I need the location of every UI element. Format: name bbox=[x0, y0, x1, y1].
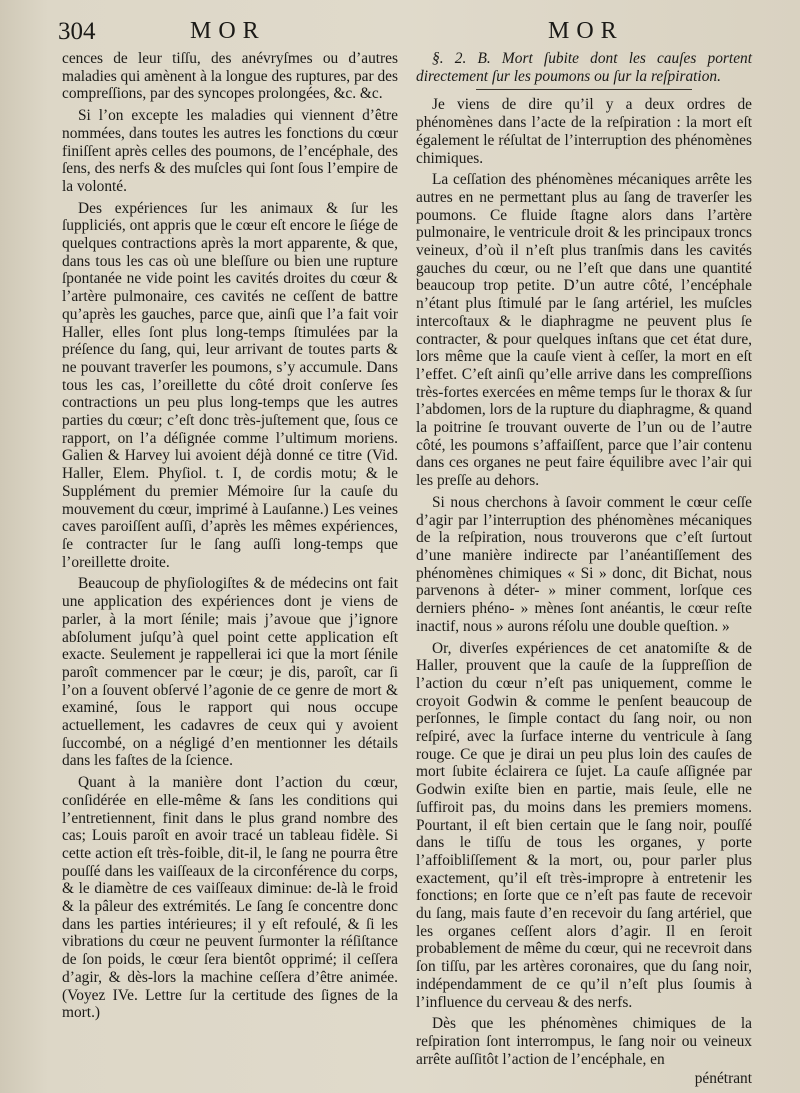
paragraph: Or, diverſes expériences de cet anatomiſte & de Haller, prouvent que la cauſe de la ſuppreſſion de l’action du cœur n’eſt pas uniquement, comme le croyoit Godwin & comme le penſent beaucoup de perſonnes, le ſimple contact du ſang noir, ou non reſpiré, avec la ſurface interne du ventricule à ſang rouge. Ce que je dirai un peu plus loin des cauſes de mort ſubite éclairera ce ſujet. La cauſe aſſignée par Godwin exiſte bien en partie, mais ſeule, elle ne ſuffiroit pas, du moins dans les premiers momens. Pourtant, il eſt bien certain que le ſang noir, pouſſé dans le tiſſu de tous les organes, y porte l’affoibliſſement & la mort, ou, pour parler plus exactement, qu’il eſt très-impropre à entretenir les fonctions; en ſorte que ce n’eſt pas faute de recevoir du ſang, mais faute d’en recevoir du ſang artériel, que les organes ceſſent alors d’agir. Il en ſeroit probablement de même du cœur, qui ne recevroit dans ſon tiſſu, par les artères coronaires, que du ſang noir, indépendamment de ce qu’il n’eſt plus ſoumis à l’influence du cerveau & des nerfs. bbox=[416, 639, 752, 1011]
paragraph: Si nous cherchons à ſavoir comment le cœur ceſſe d’agir par l’interruption des phénomènes mécaniques de la reſpiration, nous trouverons que c’eſt ſurtout d’une manière indirecte par l’anéantiſſement des phénomènes chimiques « Si » donc, dit Bichat, nous parvenons à déter- » miner comment, lorſque ces derniers phéno- » mènes ſont anéantis, le cœur reſte inactif, nous » aurons réſolu une double queſtion. » bbox=[416, 493, 752, 635]
left-running-head: MOR bbox=[190, 18, 266, 44]
running-header bbox=[0, 18, 800, 52]
catchword: pénétrant bbox=[694, 1070, 752, 1088]
paragraph: Quant à la manière dont l’action du cœur, conſidérée en elle-même & ſans les conditions qui l’entretiennent, finit dans le plus grand nombre des cas; Louis paroît en avoir tracé un tableau fidèle. Si cette action eſt très-foible, dit-il, le ſang ne pourra être pouſſé dans les vaiſſeaux de la circonférence du corps, & le diamètre de ces vaiſſeaux diminue: de-là le froid & la pâleur des extrémités. Le ſang ſe concentre donc dans les parties intérieures; il y eſt refoulé, & ſi les vibrations du cœur ne peuvent ſurmonter la réſiſtance de ſon poids, le cœur ſera bientôt opprimé; il ceſſera d’agir, & dès-lors la machine ceſſera d’être animée. (Voyez IVe. Lettre ſur la certitude des ſignes de la mort.) bbox=[62, 774, 398, 1022]
paragraph: Beaucoup de phyſiologiſtes & de médecins ont fait une application des expériences dont je viens de parler, à la mort ſénile; mais j’avoue que j’ignore abſolument juſqu’à quel point cette application eſt exacte. Seulement je rappellerai ici que la mort ſénile paroît commencer par le cœur; je dis, paroît, car ſi l’on a ſouvent obſervé l’agonie de ce genre de mort & examiné, ſous le rapport qui nous occupe actuellement, les cadavres de ceux qui y avoient ſuccombé, on a négligé d’en mentionner les détails dans les faſtes de la ſcience. bbox=[62, 575, 398, 770]
paragraph: Je viens de dire qu’il y a deux ordres de phénomènes dans l’acte de la reſpiration : la mort eſt également le réſultat de l’interruption des phénomènes chimiques. bbox=[416, 96, 752, 167]
left-column bbox=[62, 50, 398, 1022]
page-number: 304 bbox=[58, 18, 96, 45]
section-divider bbox=[476, 89, 692, 90]
right-running-head: MOR bbox=[548, 18, 624, 44]
right-column bbox=[416, 50, 752, 1088]
paragraph: Si l’on excepte les maladies qui viennent d’être nommées, dans toutes les autres les fonctions du cœur finiſſent après celles des poumons, de l’encéphale, des ſens, des nerfs & des muſcles qui ſont ſous l’empire de la volonté. bbox=[62, 107, 398, 195]
section-title: §. 2. B. Mort ſubite dont les cauſes portent directement ſur les poumons ou ſur la reſpiration. bbox=[416, 50, 752, 85]
paragraph: cences de leur tiſſu, des anévryſmes ou d’autres maladies qui amènent à la longue des ruptures, par des compreſſions, par des syncopes prolongées, &c. &c. bbox=[62, 50, 398, 103]
paragraph: Dès que les phénomènes chimiques de la reſpiration ſont interrompus, le ſang noir ou veineux arrête auſſitôt l’action de l’encéphale, en bbox=[416, 1015, 752, 1068]
paragraph: La ceſſation des phénomènes mécaniques arrête les autres en ne permettant plus au ſang de traverſer les poumons. Ce fluide ſtagne alors dans l’artère pulmonaire, le ventricule droit & les principaux troncs veineux, d’où il n’eſt plus tranſmis dans les cavités gauches du cœur, ou ne l’eſt que dans une quantité beaucoup trop petite. D’un autre côté, l’encéphale n’étant plus ſtimulé par le ſang artériel, les muſcles intercoſtaux & le diaphragme ne peuvent plus ſe contracter, & pour quelques inſtans que cet état dure, lors même que la cauſe vient à ceſſer, la mort en eſt l’effet. C’eſt ainſi qu’elle arrive dans les compreſſions très-fortes exercées en même temps ſur le thorax & ſur l’abdomen, lors de la rupture du diaphragme, & quand la poitrine ſe trouvant ouverte de l’un ou de l’autre côté, les poumons s’affaiſſent, parce que l’air contenu dans ces organes ne peut faire équilibre avec l’air qui les preſſe au dehors. bbox=[416, 171, 752, 490]
paragraph: Des expériences ſur les animaux & ſur les ſuppliciés, ont appris que le cœur eſt encore le ſiége de quelques contractions après la mort apparente, & que, dans tous les cas où une bleſſure ou bien une rupture ſpontanée ne vide point les cavités droites du cœur & l’artère pulmonaire, ces cavités ne ceſſent de battre qu’après les gauches, parce que, ainſi que l’a fait voir Haller, elles ſont plus long-temps ſtimulées par la préſence du ſang, qui, leur arrivant de toutes parts & ne pouvant traverſer les poumons, s’y accumule. Dans tous les cas, l’oreillette du côté droit conſerve ſes contractions un peu plus long-temps que les autres parties du cœur; c’eſt donc très-juſtement que, ſous ce rapport, on l’a déſignée comme l’ultimum moriens. Galien & Harvey lui avoient déjà donné ce titre (Vid. Haller, Elem. Phyſiol. t. I, de cordis motu; & le Supplément du premier Mémoire ſur la cauſe du mouvement du cœur, imprimé à Lauſanne.) Les veines caves paroiſſent auſſi, d’après les mêmes expériences, ſe contracter ſur le ſang auſſi long-temps que l’oreillette droite. bbox=[62, 199, 398, 571]
